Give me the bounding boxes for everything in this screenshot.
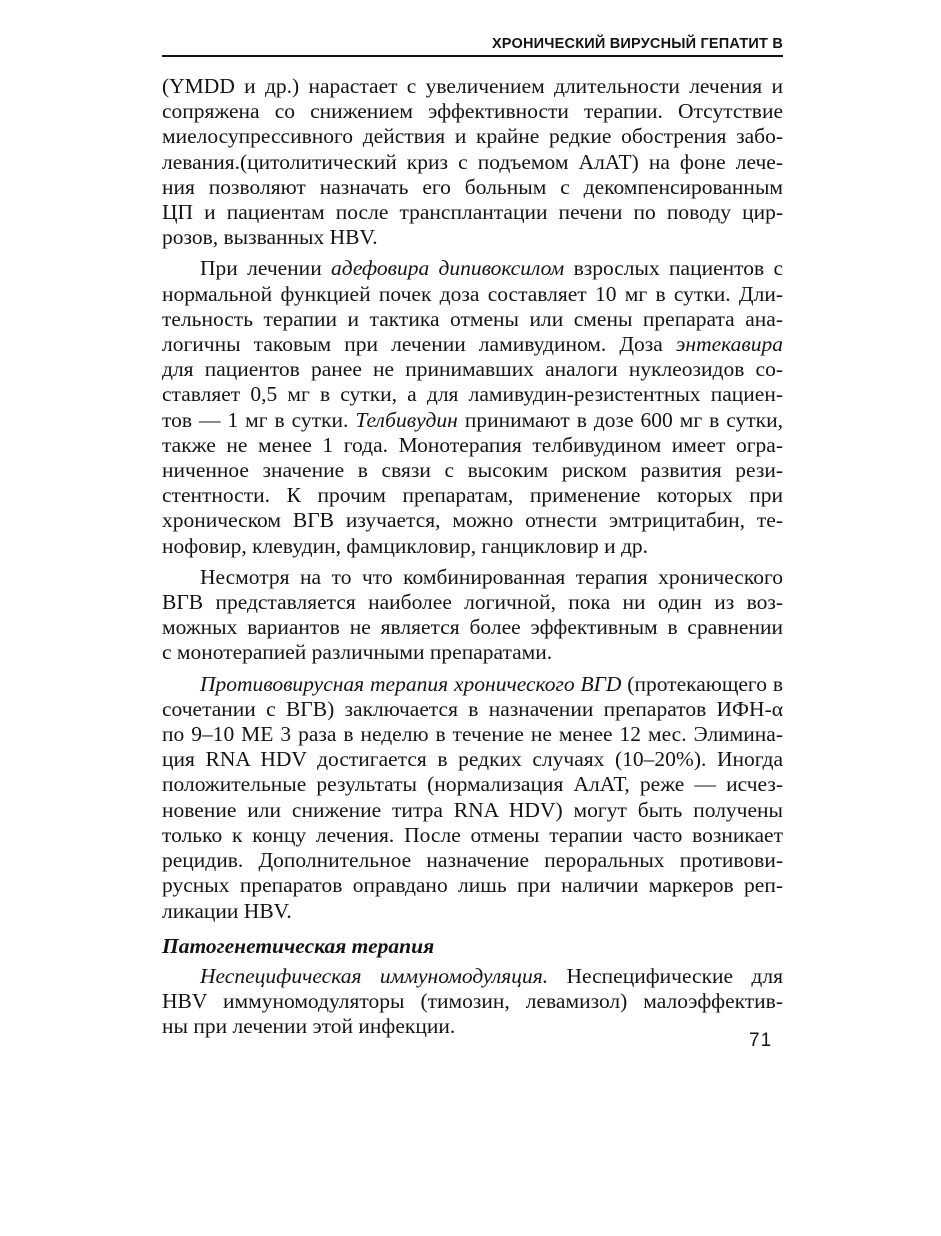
text-line: только к концу лечения. После отмены терапии часто возникает xyxy=(162,822,783,847)
text-line: сочетании с ВГВ) заключается в назначении препаратов ИФН-α xyxy=(162,696,783,721)
text-line: ВГВ представляется наиболее логичной, пока ни один из воз- xyxy=(162,590,783,615)
text-line: стентности. К прочим препаратам, применение которых при xyxy=(162,483,783,508)
text-run: (протекающего в xyxy=(621,671,784,696)
text-line: ны при лечении этой инфекции. xyxy=(162,1014,456,1039)
text-line: положительные результаты (нормализация АлАТ, реже — исчез- xyxy=(162,772,783,797)
text-run: взрослых пациентов с xyxy=(564,256,783,281)
text-line: левания.(цитолитический криз с подъемом АлАТ) на фоне лече- xyxy=(162,149,783,174)
text-line: русных препаратов оправдано лишь при наличии маркеров реп- xyxy=(162,873,783,898)
text-line: с монотерапией различными препаратами. xyxy=(162,640,553,665)
text-run: Неспецифические для xyxy=(548,963,783,988)
text-line: Несмотря на то что комбинированная терапия хронического xyxy=(200,564,783,589)
text-line: ликации HBV. xyxy=(162,898,292,923)
text-line: по 9–10 МЕ 3 раза в неделю в течение не менее 12 мес. Элимина- xyxy=(162,722,783,747)
header-rule xyxy=(162,55,783,57)
paragraph-3 xyxy=(162,565,783,666)
text-line: ния позволяют назначать его больным с декомпенсированным xyxy=(162,174,783,199)
running-head: ХРОНИЧЕСКИЙ ВИРУСНЫЙ ГЕПАТИТ В xyxy=(491,36,783,52)
text-line: новение или снижение титра RNA HDV) могут быть получены xyxy=(162,797,783,822)
text-line: нофовир, клевудин, фамцикловир, ганцикловир и др. xyxy=(162,533,649,558)
section-heading: Патогенетическая терапия xyxy=(162,933,435,958)
text-line: сопряжена со снижением эффективности терапии. Отсутствие xyxy=(162,99,783,124)
drug-name: адефовира дипивоксилом xyxy=(331,256,565,281)
inline-subheading: Противовирусная терапия хронического ВГD xyxy=(200,671,622,696)
text-line xyxy=(162,964,783,989)
text-line: можных вариантов не является более эффективным в сравнении xyxy=(162,615,783,640)
text-line xyxy=(162,332,783,357)
body-text xyxy=(162,74,783,1040)
text-line: для пациентов ранее не принимавших аналоги нуклеозидов со- xyxy=(162,357,783,382)
paragraph-4 xyxy=(162,672,783,924)
drug-name: энтекавира xyxy=(675,332,783,357)
text-line: ставляет 0,5 мг в сутки, а для ламивудин-резистентных пациен- xyxy=(162,382,783,407)
text-line: миелосупрессивного действия и крайне редкие обострения забо- xyxy=(162,124,783,149)
page-number: 71 xyxy=(749,1030,773,1051)
text-line: хроническом ВГВ изучается, можно отнести эмтрицитабин, те- xyxy=(162,508,783,533)
text-line: рецидив. Дополнительное назначение пероральных противови- xyxy=(162,848,783,873)
paragraph-5 xyxy=(162,964,783,1040)
text-run: принимают в дозе 600 мг в сутки, xyxy=(457,407,783,432)
text-line xyxy=(162,408,783,433)
text-line: розов, вызванных HBV. xyxy=(162,225,378,250)
inline-subheading: Неспецифическая иммуномодуляция. xyxy=(200,963,549,988)
text-line: также не менее 1 года. Монотерапия телбивудином имеет огра- xyxy=(162,432,783,457)
text-line: ниченное значение в связи с высоким риском развития рези- xyxy=(162,458,783,483)
text-run: тов — 1 мг в сутки. xyxy=(162,407,356,432)
text-line: нормальной функцией почек доза составляет 10 мг в сутки. Дли- xyxy=(162,281,783,306)
text-run: логичны таковым при лечении ламивудином. Доза xyxy=(162,332,676,357)
paragraph-2 xyxy=(162,256,783,558)
text-line xyxy=(162,672,783,697)
text-line xyxy=(162,256,783,281)
text-line: (YMDD и др.) нарастает с увеличением длительности лечения и xyxy=(162,74,783,98)
paragraph-1 xyxy=(162,74,783,250)
text-line: ция RNA HDV достигается в редких случаях (10–20%). Иногда xyxy=(162,747,783,772)
drug-name: Телбивудин xyxy=(355,407,458,432)
text-line: тельность терапии и тактика отмены или смены препарата ана- xyxy=(162,306,783,331)
text-line: HBV иммуномодуляторы (тимозин, левамизол) малоэффектив- xyxy=(162,989,783,1014)
text-run: При лечении xyxy=(200,256,331,281)
text-line: ЦП и пациентам после трансплантации печени по поводу цир- xyxy=(162,200,783,225)
